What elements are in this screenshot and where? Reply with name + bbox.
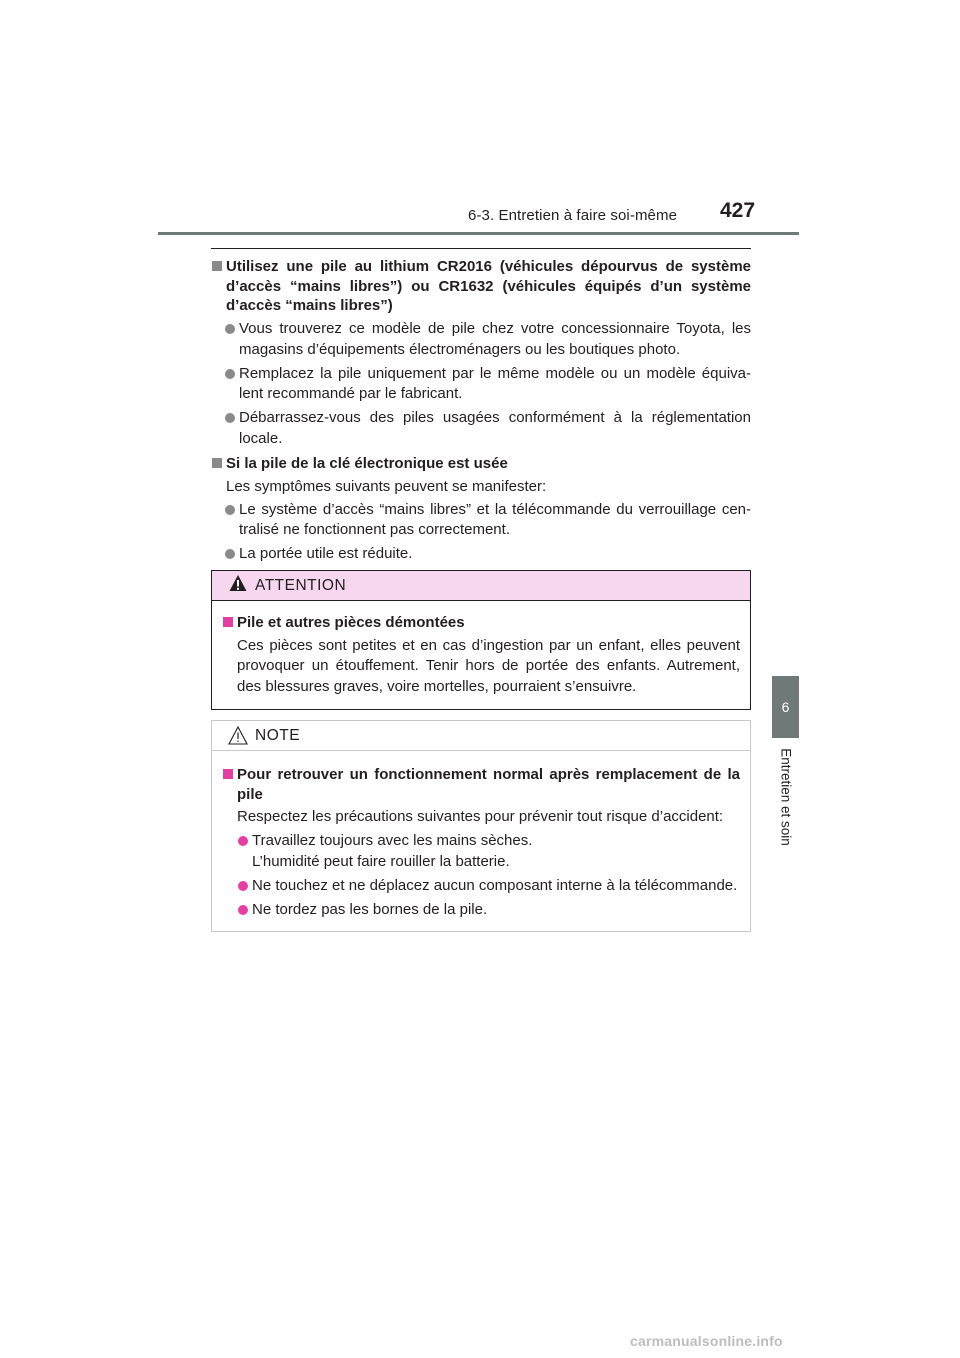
list-item: Vous trouverez ce modèle de pile chez votre concessionnaire Toyota, les magasins d’équipements électroménagers ou les boutiques photo.	[211, 319, 751, 360]
page-number: 427	[720, 199, 756, 222]
main-content	[211, 248, 751, 565]
list-item: Le système d’accès “mains libres” et la télécommande du verrouillage cen-tralisé ne fonctionnent pas correctement.	[211, 500, 751, 541]
list-item: Remplacez la pile uniquement par le même modèle ou un modèle équiva-lent recommandé par le fabricant.	[211, 364, 751, 405]
round-bullet-icon	[238, 905, 248, 915]
square-bullet-icon	[223, 617, 233, 627]
attention-text: Ces pièces sont petites et en cas d’ingestion par un enfant, elles peuvent provoquer un étouffement. Tenir hors de portée des enfants. Autrement, des blessures graves, voire mortelles, pourraient s’ensuivre.	[237, 636, 740, 695]
attention-box	[211, 570, 751, 710]
list-item: Débarrassez-vous des piles usagées conformément à la réglementation locale.	[211, 408, 751, 449]
chapter-number-tab: 6	[772, 676, 799, 738]
note-label: NOTE	[255, 727, 301, 744]
round-bullet-icon	[238, 836, 248, 846]
round-bullet-icon	[225, 369, 235, 379]
round-bullet-icon	[225, 549, 235, 559]
attention-body	[212, 601, 750, 697]
round-bullet-icon	[225, 413, 235, 423]
list-item: Ne tordez pas les bornes de la pile.	[222, 900, 740, 921]
square-bullet-icon	[212, 458, 222, 468]
note-box	[211, 720, 751, 932]
chapter-title-label: Entretien et soin	[778, 748, 793, 846]
attention-header	[212, 571, 750, 601]
round-bullet-icon	[238, 881, 248, 891]
chapter-title-tab	[772, 738, 799, 856]
note-header	[212, 721, 750, 751]
attention-heading: Pile et autres pièces démontées	[222, 613, 740, 633]
section-heading-battery-type: Utilisez une pile au lithium CR2016 (véhicules dépourvus de système d’accès “mains libres”) ou CR1632 (véhicules équipés d’un système d’accès “mains libres”)	[211, 257, 751, 316]
note-body	[212, 751, 750, 920]
header-rule	[158, 232, 799, 235]
list-item: La portée utile est réduite.	[211, 544, 751, 565]
list-item: Travaillez toujours avec les mains sèches. L’humidité peut faire rouiller la batterie.	[222, 831, 740, 872]
note-intro: Respectez les précautions suivantes pour prévenir tout risque d’accident:	[237, 808, 724, 825]
warning-triangle-icon	[229, 574, 247, 592]
note-heading: Pour retrouver un fonctionnement normal après remplacement de la pile	[222, 765, 740, 804]
watermark: carmanualsonline.info	[630, 1333, 783, 1349]
round-bullet-icon	[225, 324, 235, 334]
section-intro: Les symptômes suivants peuvent se manifester:	[226, 477, 547, 495]
list-item: Ne touchez et ne déplacez aucun composant interne à la télécommande.	[222, 876, 740, 897]
caution-outline-icon	[228, 726, 248, 745]
header-section-title: 6-3. Entretien à faire soi-même	[468, 207, 678, 224]
square-bullet-icon	[212, 261, 222, 271]
square-bullet-icon	[223, 769, 233, 779]
round-bullet-icon	[225, 505, 235, 515]
attention-label: ATTENTION	[255, 577, 347, 594]
section-heading-battery-low: Si la pile de la clé électronique est usée	[211, 454, 751, 474]
